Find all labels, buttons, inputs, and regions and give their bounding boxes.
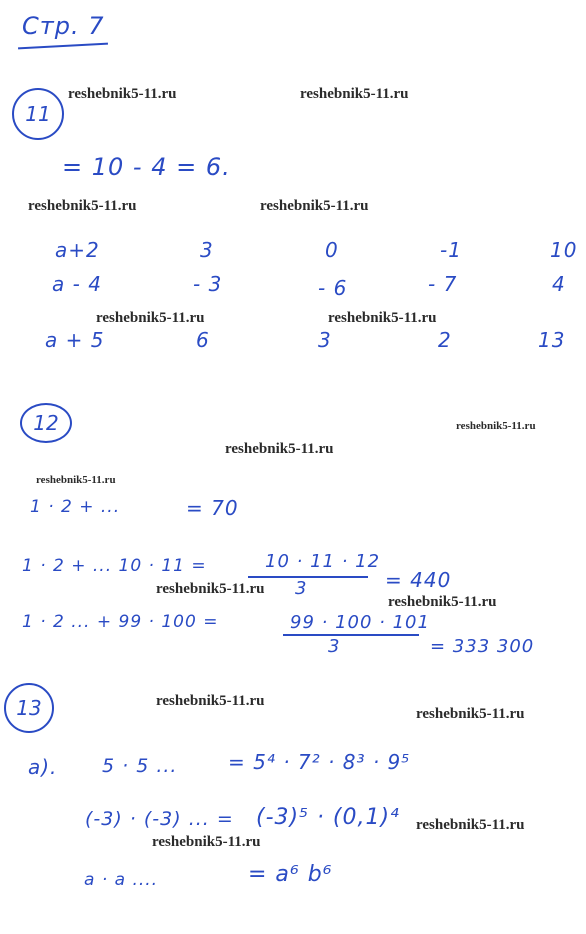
ex13-c-right: = a⁶ b⁶	[248, 862, 333, 887]
watermark: reshebnik5-11.ru	[416, 706, 525, 722]
table-cell: 13	[538, 328, 566, 352]
ex13-c-left: a · a ....	[84, 870, 159, 890]
table-cell: 3	[318, 328, 332, 352]
exercise-11-number: 11	[12, 88, 64, 140]
ex13-b-left: (-3) · (-3) ... =	[85, 808, 234, 830]
ex12-line2-result: = 440	[385, 568, 452, 592]
table-cell: 6	[196, 328, 210, 352]
ex12-line3-fraction-bar	[283, 634, 419, 636]
ex12-line3-numerator: 99 · 100 · 101	[290, 612, 430, 633]
ex12-line1: 1 · 2 + ...	[30, 497, 121, 517]
table-cell: 2	[438, 328, 452, 352]
ex12-line2-fraction-bar	[248, 576, 368, 578]
ex13-a-label: a).	[28, 755, 58, 779]
exercise-12-number: 12	[20, 403, 72, 443]
table-cell: a+2	[55, 238, 100, 262]
table-cell: -1	[440, 238, 462, 262]
watermark: reshebnik5-11.ru	[28, 198, 137, 214]
page-label: Стр. 7	[22, 12, 105, 40]
watermark: reshebnik5-11.ru	[388, 594, 497, 610]
table-cell: 3	[200, 238, 214, 262]
table-cell: - 7	[428, 272, 458, 296]
watermark: reshebnik5-11.ru	[260, 198, 369, 214]
table-cell: a - 4	[52, 272, 102, 296]
table-cell: - 6	[318, 276, 348, 300]
ex12-line2-denominator: 3	[295, 578, 308, 599]
ex12-line3-result: = 333 300	[430, 636, 535, 657]
ex12-line2-numerator: 10 · 11 · 12	[265, 551, 381, 572]
watermark: reshebnik5-11.ru	[300, 86, 409, 102]
ex12-line1-result: = 70	[186, 496, 239, 520]
table-cell: a + 5	[45, 328, 105, 352]
watermark: reshebnik5-11.ru	[68, 86, 177, 102]
watermark: reshebnik5-11.ru	[328, 310, 437, 326]
ex13-a-left: 5 · 5 ...	[102, 755, 178, 777]
table-cell: 10	[550, 238, 578, 262]
ex12-line2: 1 · 2 + ... 10 · 11 =	[22, 556, 207, 576]
exercise-11-result: = 10 - 4 = 6.	[62, 153, 231, 181]
ex13-a-right: = 5⁴ · 7² · 8³ · 9⁵	[228, 750, 411, 774]
watermark: reshebnik5-11.ru	[36, 474, 116, 486]
table-cell: 4	[552, 272, 566, 296]
ex12-line3-denominator: 3	[328, 636, 341, 657]
watermark: reshebnik5-11.ru	[152, 834, 261, 850]
ex13-b-right: (-3)⁵ · (0,1)⁴	[256, 805, 400, 830]
watermark: reshebnik5-11.ru	[225, 441, 334, 457]
watermark: reshebnik5-11.ru	[96, 310, 205, 326]
watermark: reshebnik5-11.ru	[156, 581, 265, 597]
watermark: reshebnik5-11.ru	[156, 693, 265, 709]
watermark: reshebnik5-11.ru	[456, 420, 536, 432]
ex12-line3: 1 · 2 ... + 99 · 100 =	[22, 612, 219, 632]
page-label-underline	[18, 43, 108, 50]
table-cell: 0	[325, 238, 339, 262]
watermark: reshebnik5-11.ru	[416, 817, 525, 833]
exercise-13-number: 13	[4, 683, 54, 733]
table-cell: - 3	[193, 272, 223, 296]
